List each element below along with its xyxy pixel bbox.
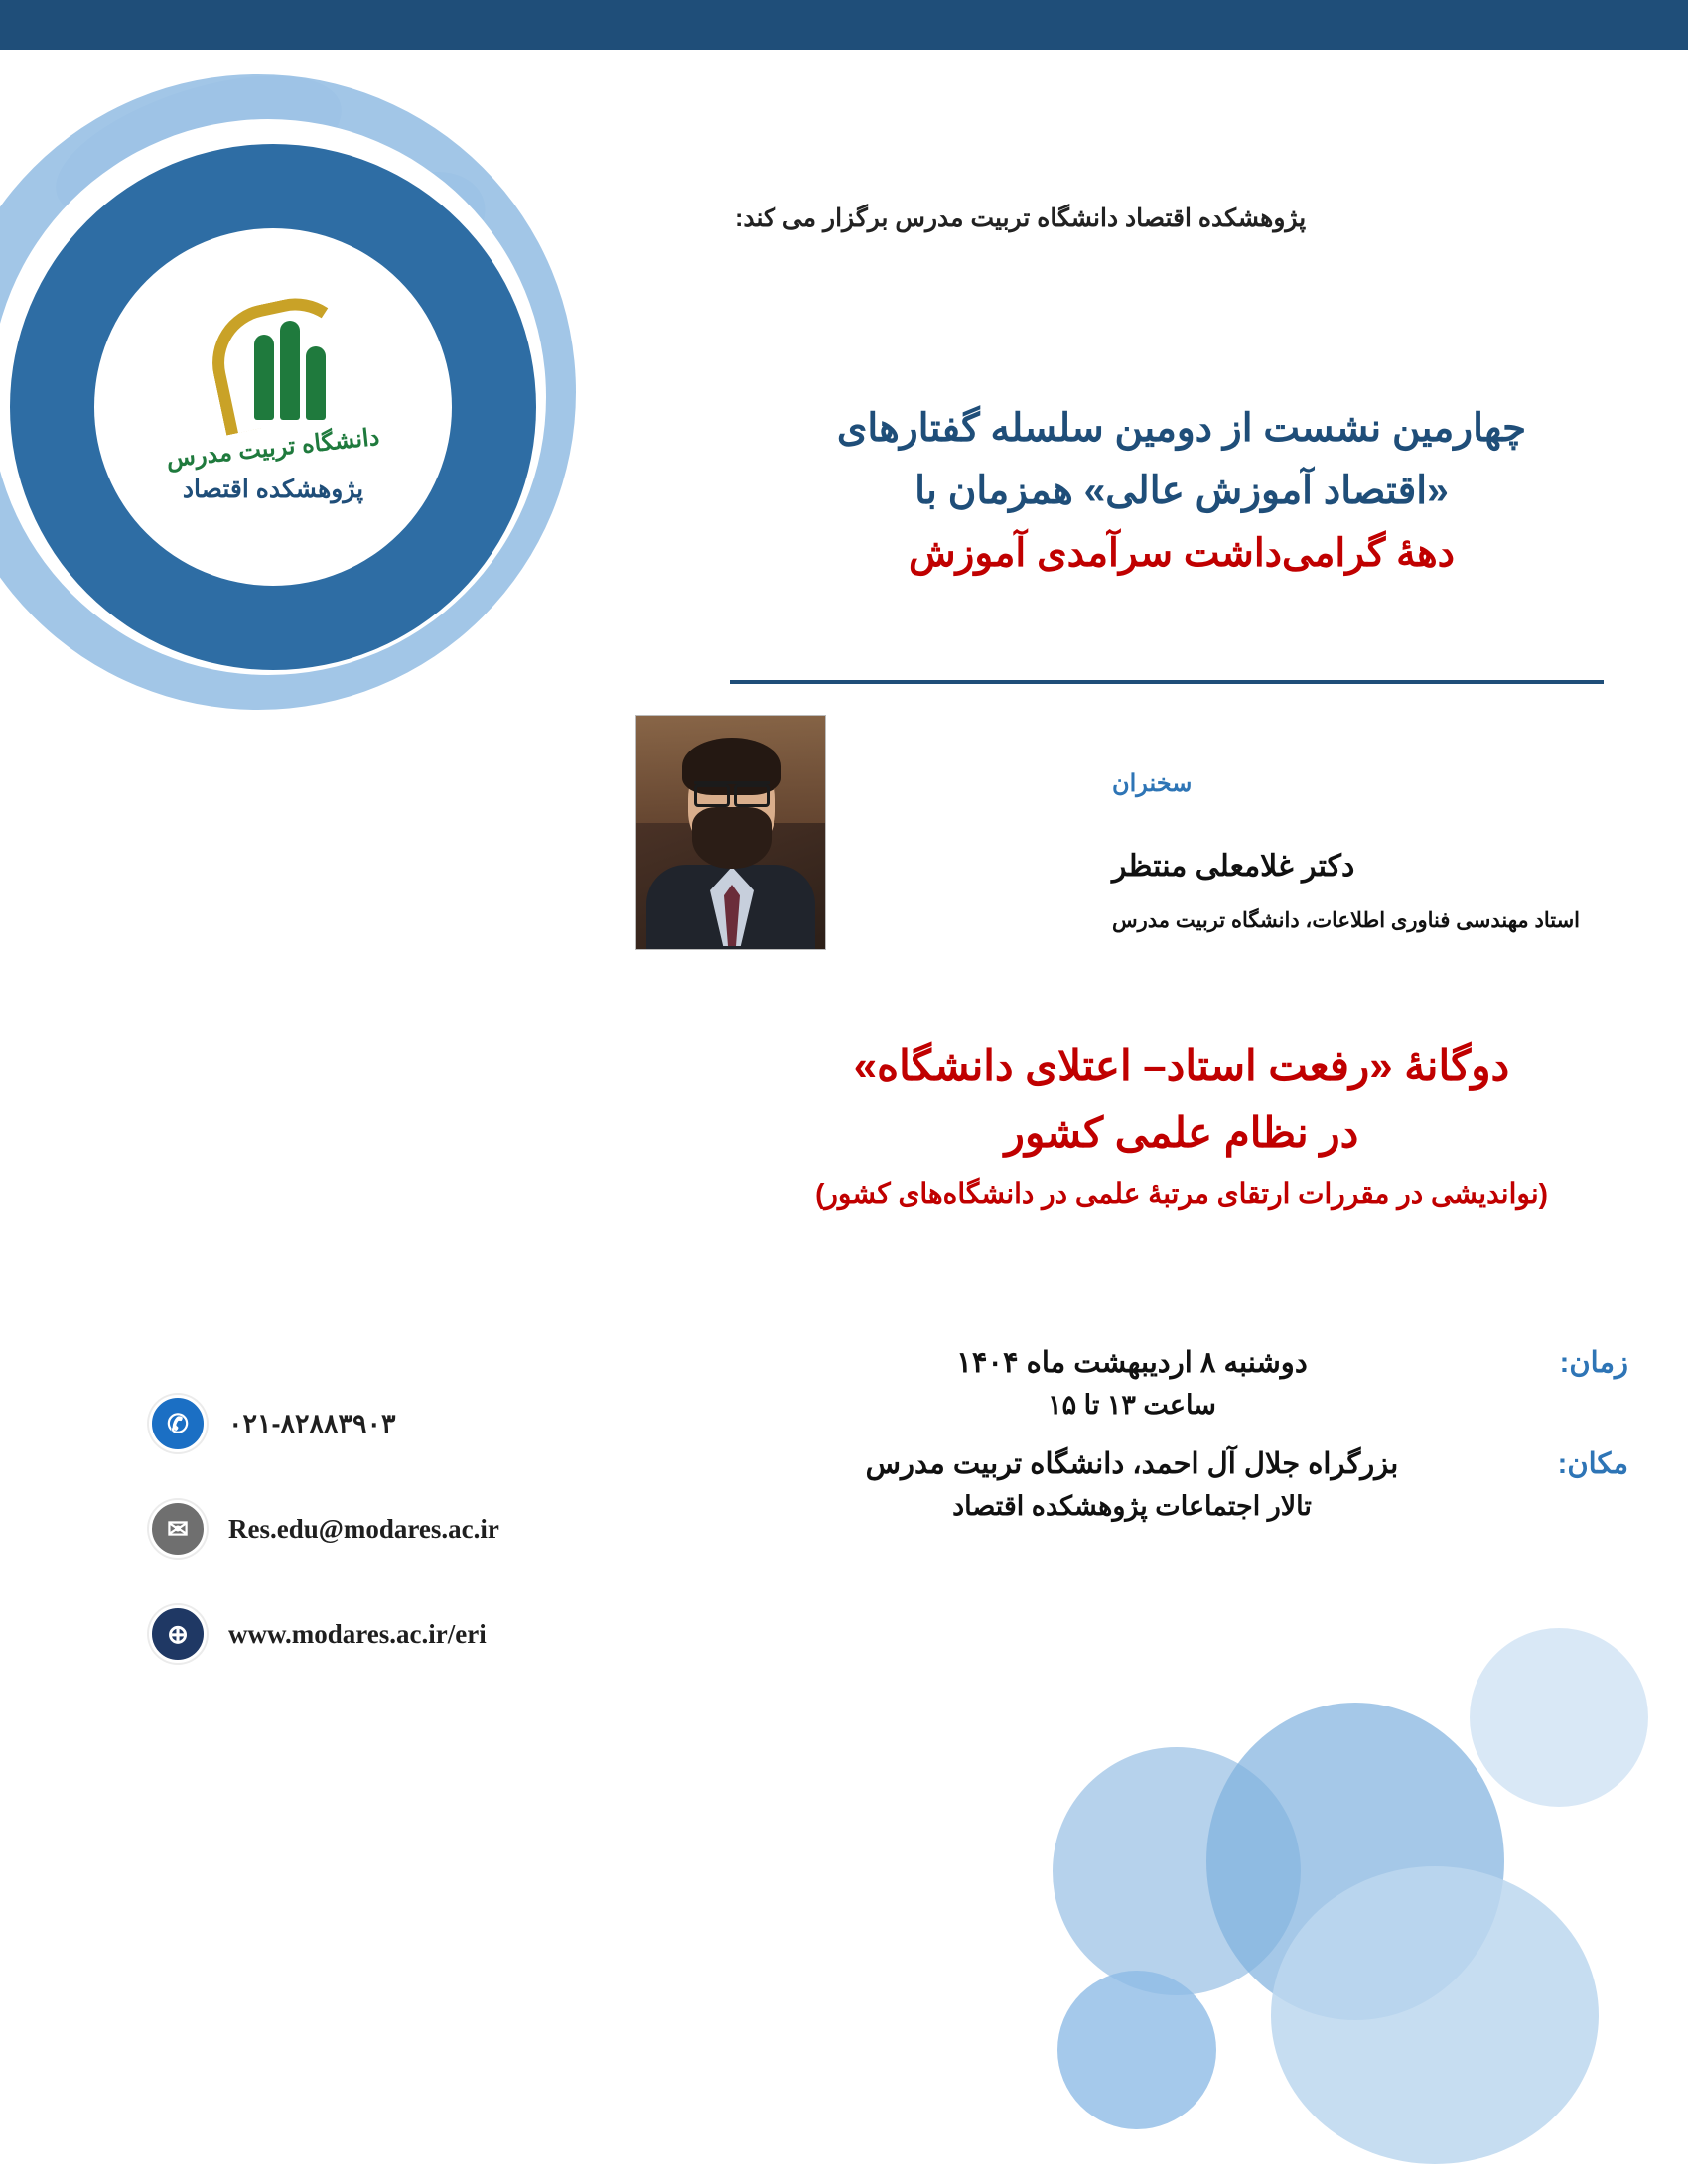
speaker-affiliation: استاد مهندسی فناوری اطلاعات، دانشگاه تربیت مدرس — [1112, 909, 1581, 932]
event-title — [735, 397, 1628, 586]
lecture-title-line-1: دوگانهٔ «رفعت استاد– اعتلای دانشگاه» — [853, 1042, 1510, 1089]
decorative-circle-bottom-3 — [1271, 1866, 1599, 2164]
contact-list — [149, 1395, 576, 1710]
photo-glasses — [694, 781, 770, 801]
logo-leaf-icon — [306, 346, 326, 420]
detail-row-place — [685, 1446, 1628, 1481]
time-sub-value: ساعت ۱۳ تا ۱۵ — [1048, 1390, 1216, 1420]
mail-icon: ✉ — [149, 1500, 207, 1558]
event-title-line-2: «اقتصاد آموزش عالی» همزمان با — [914, 470, 1449, 513]
event-title-line-3: دههٔ گرامی‌داشت سرآمدی آموزش — [908, 532, 1456, 576]
contact-website[interactable] — [149, 1605, 576, 1663]
photo-beard — [692, 807, 772, 869]
place-value: بزرگراه جلال آل احمد، دانشگاه تربیت مدرس — [865, 1448, 1399, 1480]
contact-phone — [149, 1395, 576, 1452]
logo-leaf-icon — [254, 335, 274, 420]
divider — [730, 680, 1604, 684]
logo-university-name: دانشگاه تربیت مدرس — [165, 423, 381, 473]
event-details — [685, 1345, 1628, 1548]
speaker-name: دکتر غلامعلی منتظر — [1112, 850, 1355, 883]
detail-row-time — [685, 1345, 1628, 1380]
event-title-line-1: چهارمین نشست از دومین سلسله گفتارهای — [836, 407, 1527, 450]
speaker-label: سخنران — [1112, 770, 1193, 797]
speaker-photo — [635, 715, 826, 950]
decorative-circle-bottom-5 — [1470, 1628, 1648, 1807]
globe-icon: ⊕ — [149, 1605, 207, 1663]
place-label: مکان: — [1557, 1448, 1628, 1480]
decorative-circle-bottom-4 — [1057, 1971, 1216, 2129]
phone-icon: ✆ — [149, 1395, 207, 1452]
phone-number: ۰۲۱-۸۲۸۸۳۹۰۳ — [228, 1408, 396, 1438]
time-value: دوشنبه ۸ اردیبهشت ماه ۱۴۰۴ — [956, 1347, 1308, 1379]
lecture-title — [735, 1032, 1628, 1210]
host-line: پژوهشکده اقتصاد دانشگاه تربیت مدرس برگزار می کند: — [735, 205, 1307, 232]
email-address[interactable]: Res.edu@modares.ac.ir — [228, 1513, 499, 1544]
lecture-title-line-2: در نظام علمی کشور — [1004, 1109, 1359, 1157]
website-url[interactable]: www.modares.ac.ir/eri — [228, 1618, 487, 1649]
contact-email[interactable] — [149, 1500, 576, 1558]
lecture-subtitle: (نواندیشی در مقررات ارتقای مرتبهٔ علمی در دانشگاه‌های کشور) — [815, 1178, 1548, 1210]
logo-leaf-icon — [280, 321, 300, 420]
place-sub-value: تالار اجتماعات پژوهشکده اقتصاد — [952, 1491, 1312, 1521]
time-label: زمان: — [1559, 1347, 1628, 1379]
logo-mark-icon — [199, 311, 348, 430]
logo-institute-name: پژوهشکده اقتصاد — [182, 475, 364, 503]
university-logo — [119, 253, 427, 561]
top-bar — [0, 0, 1688, 50]
